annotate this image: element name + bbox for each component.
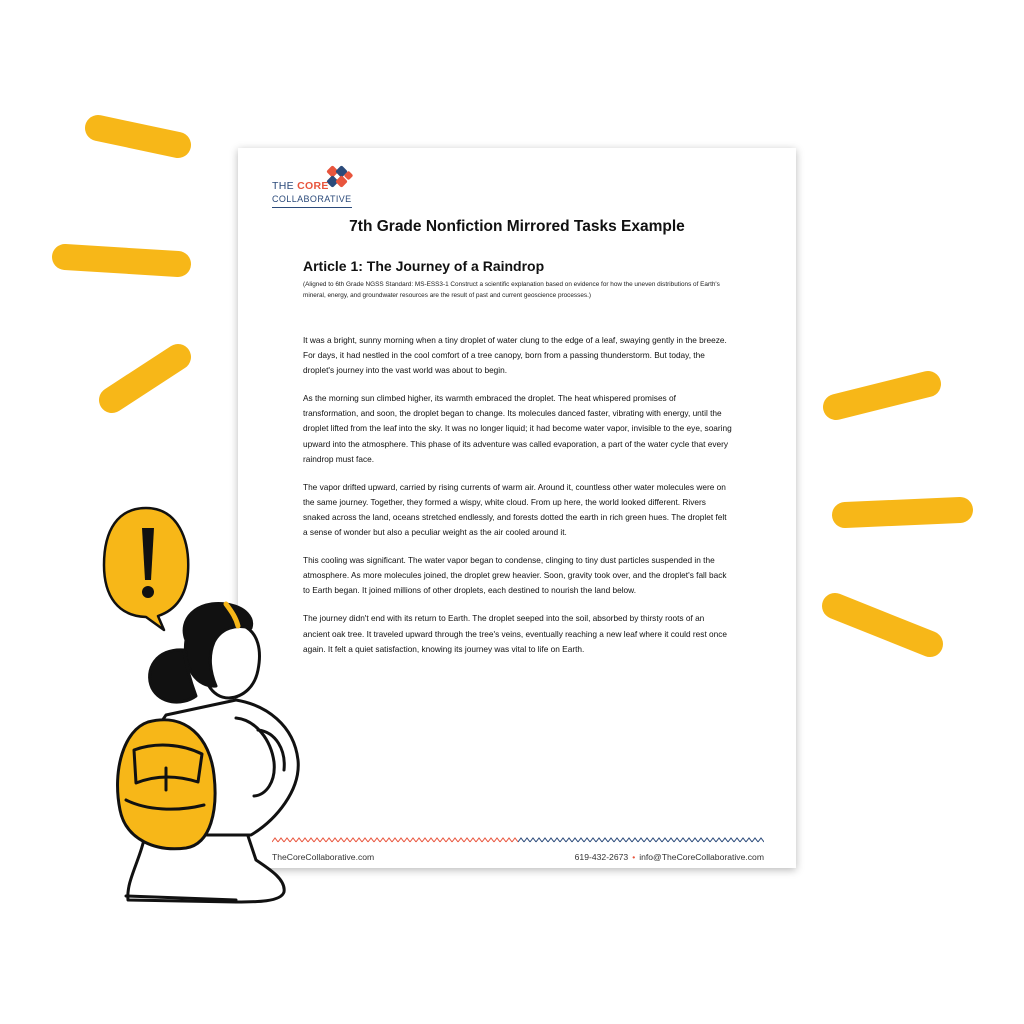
yellow-stroke-top-left: [98, 128, 178, 145]
footer-divider: [272, 837, 764, 843]
footer-separator: •: [632, 852, 636, 862]
footer-website: TheCoreCollaborative.com: [272, 852, 375, 862]
logo-the: THE: [272, 180, 298, 192]
paragraph: The vapor drifted upward, carried by rising currents of warm air. Around it, countless other water molecules were on the same journey. Together, they formed a wispy, white cloud. From up here, the world looked different. Rivers snaked across the land, oceans stretched endlessly, and forests dotted the earth in rich green hues. The droplet felt a sense of wonder but also a peculiar weight as the air cooled around it.: [303, 481, 727, 538]
girl-with-backpack-illustration: [86, 500, 316, 920]
logo-core: CORE: [297, 180, 329, 192]
footer-phone: 619-432-2673: [574, 852, 629, 862]
core-collaborative-logo: [272, 164, 392, 212]
yellow-stroke-low-right: [835, 606, 930, 644]
paragraph: This cooling was significant. The water vapor began to condense, clinging to tiny dust particles suspended in the atmosphere. As more molecules joined, the droplet grew heavier. Soon, gravity took over, and the droplet's fall back to Earth began. It joined millions of other droplets, each destined to nourish the land below.: [303, 555, 727, 596]
footer-contact: [575, 852, 764, 862]
yellow-stroke-mid-left: [65, 257, 178, 264]
document-page: [238, 148, 796, 868]
yellow-stroke-mid-right: [845, 510, 960, 515]
footer-email: info@TheCoreCollaborative.com: [639, 852, 764, 862]
article-title: Article 1: The Journey of a Raindrop: [303, 258, 545, 274]
standard-alignment-note: (Aligned to 6th Grade NGSS Standard: MS-ESS3-1 Construct a scientific explanation based on evidence for how the uneven distributions of Earth's mineral, energy, and groundwater resources are the result of past and current geoscience processes.): [303, 281, 720, 299]
document-title: 7th Grade Nonfiction Mirrored Tasks Example: [349, 218, 685, 235]
article-body: [303, 333, 733, 670]
paragraph: The journey didn't end with its return to Earth. The droplet seeped into the soil, absorbed by thirsty roots of an ancient oak tree. It traveled upward through the tree's veins, eventually reaching a new leaf where it could rest once again. It felt a quiet satisfaction, knowing its journey was vital to life on Earth.: [303, 613, 728, 654]
paragraph: As the morning sun climbed higher, its warmth embraced the droplet. The heat whispered promises of transformation, and soon, the droplet began to change. Its molecules danced faster, vibrating with energy, until the droplet lifted from the leaf into the sky. It was no longer liquid; it had become water vapor, invisible to the eye, soaring upward into the atmosphere. This phase of its adventure was called evaporation, a part of the water cycle that every raindrop must face.: [303, 393, 732, 464]
yellow-stroke-top-right: [836, 384, 928, 407]
logo-collaborative: COLLABORATIVE: [272, 194, 352, 208]
paragraph: It was a bright, sunny morning when a tiny droplet of water clung to the edge of a leaf, swaying gently in the breeze. For days, it had nestled in the cool comfort of a tree canopy, born from a passing thunderstorm. But today, the droplet's journey into the vast world was about to begin.: [303, 335, 727, 376]
yellow-stroke-low-left: [112, 357, 178, 400]
